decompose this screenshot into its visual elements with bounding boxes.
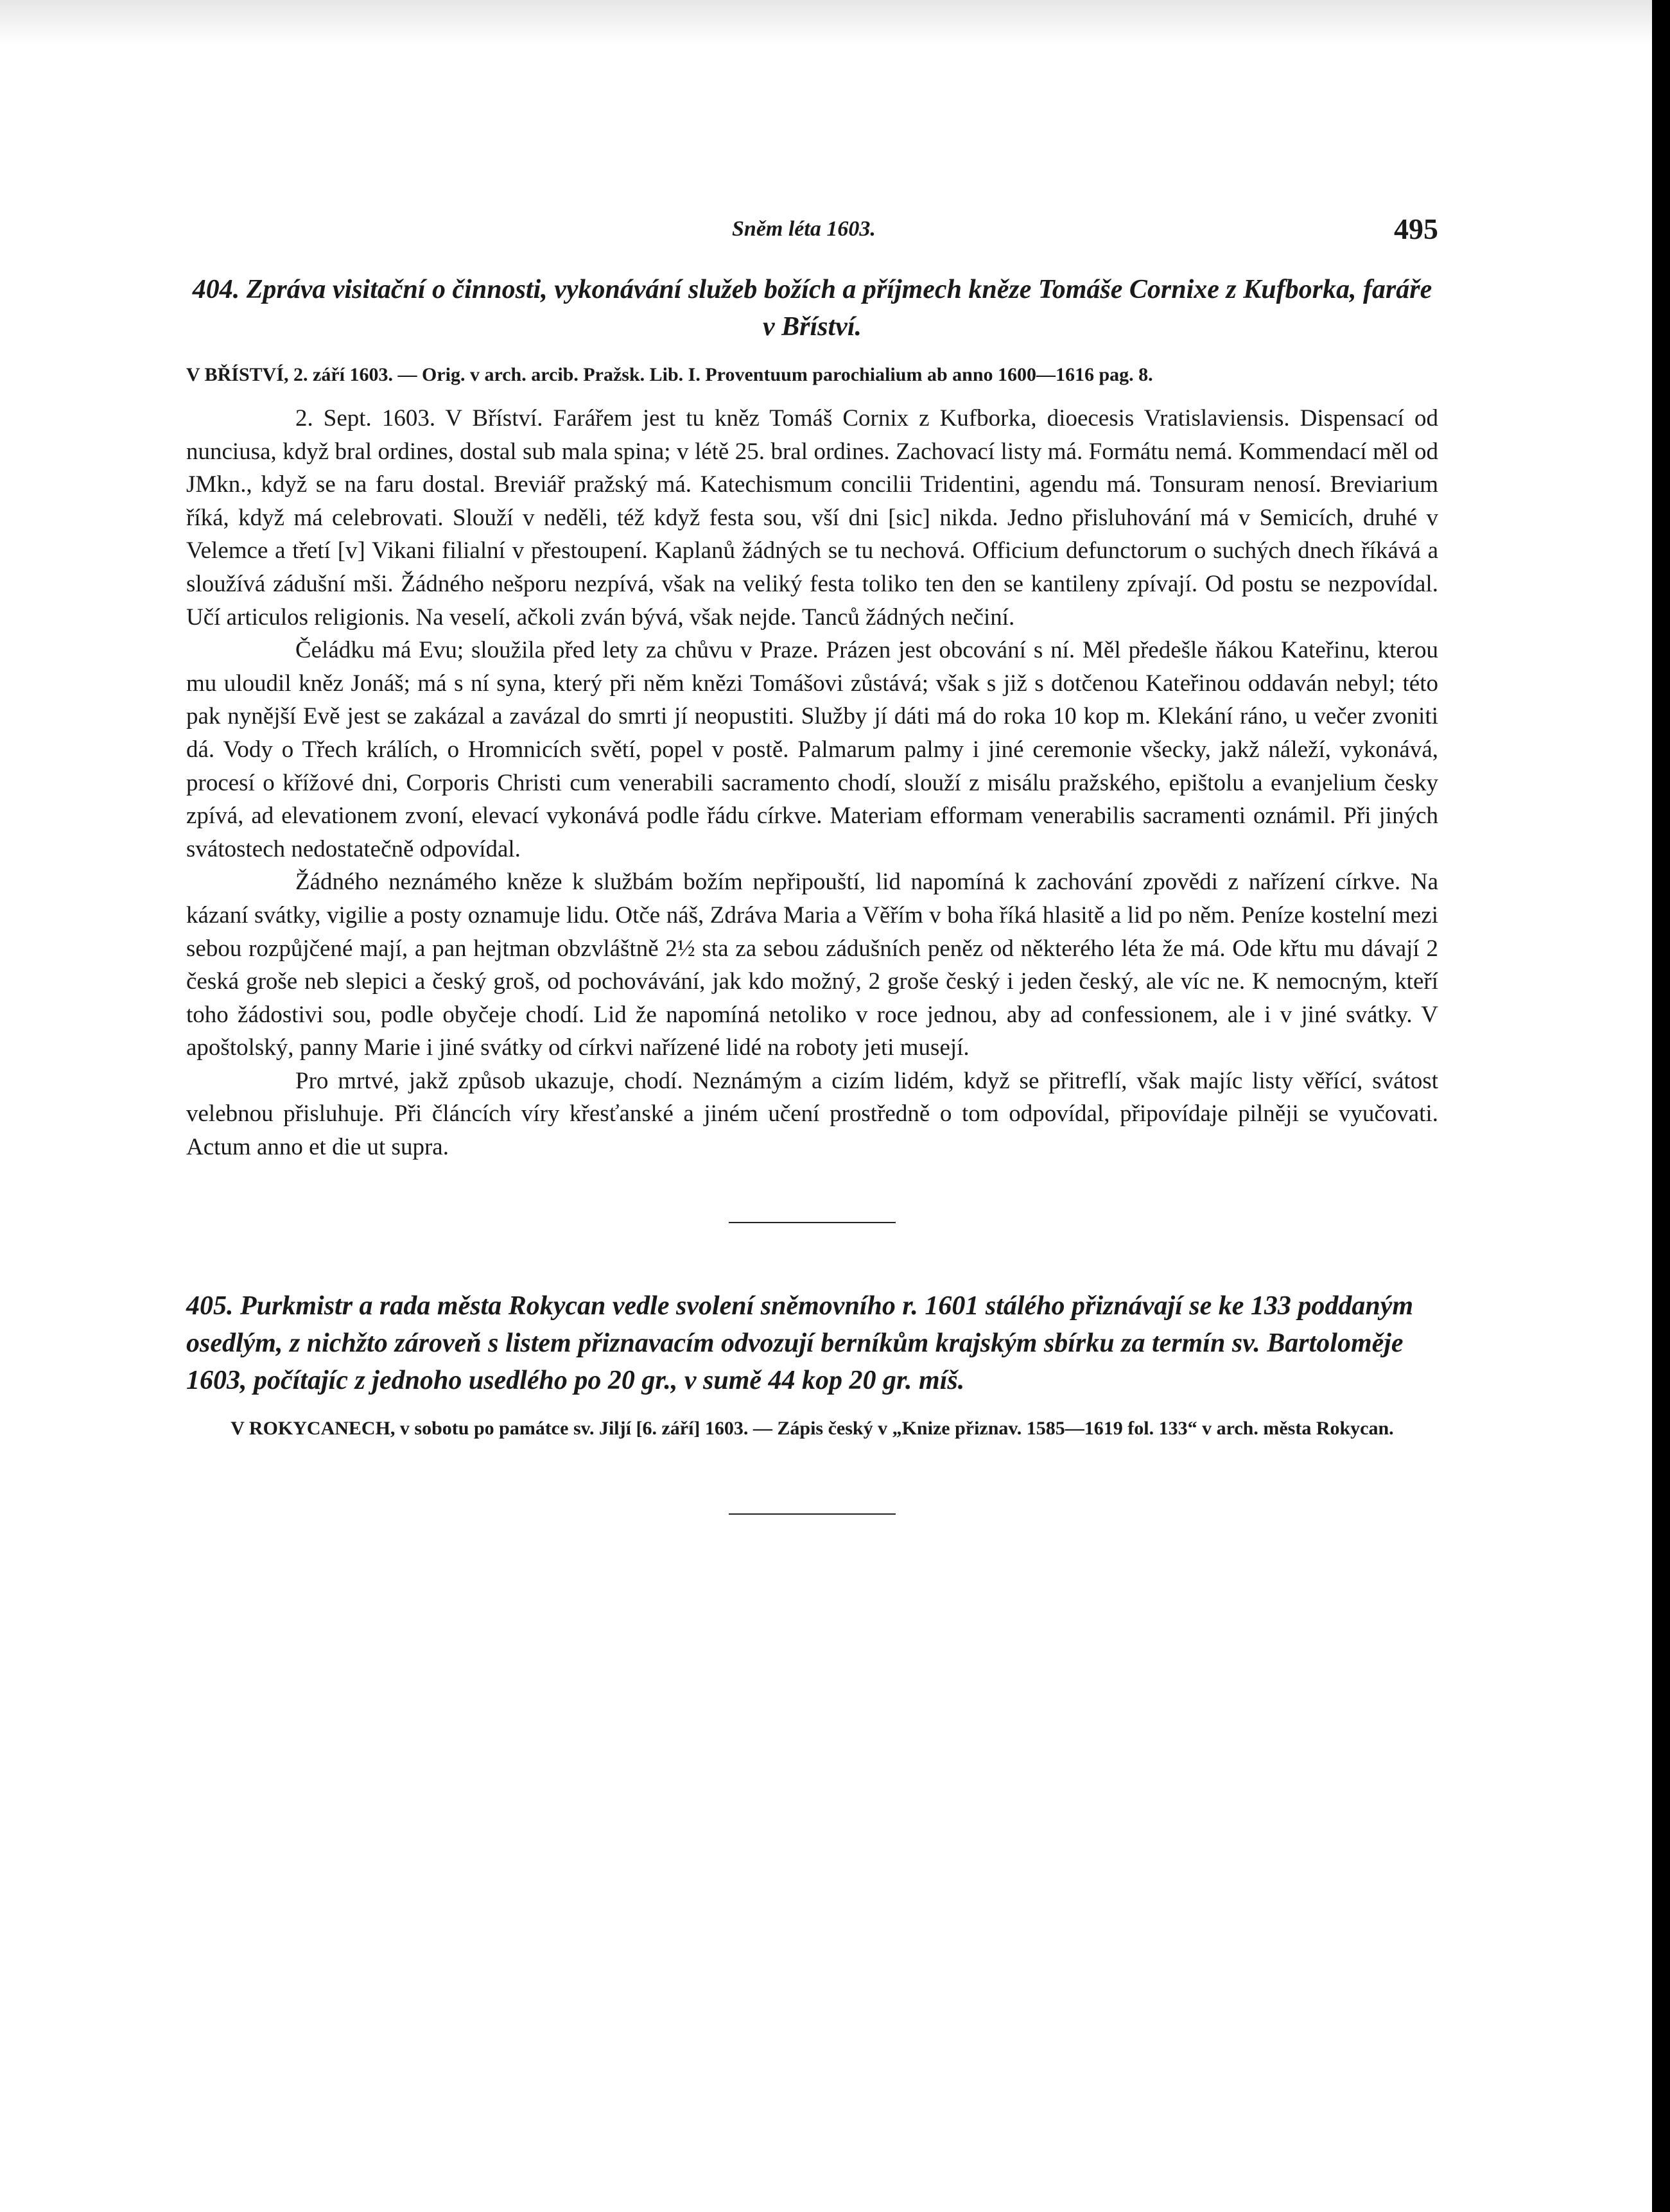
doc-405-heading [186, 1287, 1438, 1399]
doc-405-title: Purkmistr a rada města Rokycan vedle svolení sněmovního r. 1601 stálého přiznávají se ke 133 poddaným osedlým, z nichžto zároveň s listem přiznavacím odvozují berníkům krajským sbírku za termín sv. Bartoloměje 1603, počítajíc z jednoho usedlého po 20 gr., v sumě 44 kop 20 gr. míš. [186, 1291, 1414, 1395]
doc-404-paragraph-2: Čeládku má Evu; sloužila před lety za chůvu v Praze. Prázen jest obcování s ní. Měl předešle ňákou Kateřinu, kterou mu uloudil kněz Jonáš; má s ní syna, který při něm knězi Tomášovi zůstává; však s již s dotčenou Kateřinou oddaván nebyl; této pak nynější Evě jest se zakázal a zavázal do smrti jí neopustiti. Služby jí dáti má do roka 10 kop m. Klekání ráno, u večer zvoniti dá. Vody o Třech králích, o Hromnicích světí, popel v postě. Palmarum palmy i jiné ceremonie všecky, jakž náleží, vykonává, procesí o křížové dni, Corporis Christi cum venerabili sacramento chodí, slouží z misálu pražského, epištolu a evanjelium česky zpívá, ad elevationem zvoní, elevací vykonává podle řádu církve. Materiam efformam venerabilis sacramenti oznámil. Při jiných svátostech nedostatečně odpovídal. [186, 637, 1438, 862]
scan-right-edge [1652, 0, 1670, 2212]
running-title: Sněm léta 1603. [732, 217, 876, 241]
doc-404-paragraph-4: Pro mrtvé, jakž způsob ukazuje, chodí. Neznámým a cizím lidém, když se přitreflí, však majíc listy věřící, svátost velebnou přisluhuje. Při článcích víry křesťanské a jiném učení prostředně o tom odpovídal, připovídaje pilněji se vyučovati. Actum anno et die ut supra. [186, 1067, 1438, 1161]
page-number: 495 [1394, 213, 1438, 245]
doc-404-title: Zpráva visitační o činnosti, vykonávání služeb božích a příjmech kněze Tomáše Cornixe z Kufborka, faráře v Bříství. [246, 275, 1432, 342]
doc-404-body [186, 402, 1438, 1164]
running-head [186, 212, 1438, 257]
doc-404-number: 404. [192, 275, 240, 304]
page-content [186, 212, 1438, 1515]
doc-405-number: 405. [186, 1291, 234, 1321]
section-divider [729, 1222, 896, 1223]
doc-404-heading [186, 271, 1438, 345]
end-divider [729, 1513, 896, 1515]
doc-404-source: V BŘÍSTVÍ, 2. září 1603. — Orig. v arch. arcib. Pražsk. Lib. I. Proventuum parochialium ab anno 1600—1616 pag. 8. [186, 364, 1153, 385]
doc-404-paragraph-3: Žádného neznámého kněze k službám božím nepřipouští, lid napomíná k zachování zpovědi z nařízení církve. Na kázaní svátky, vigilie a posty oznamuje lidu. Otče náš, Zdráva Maria a Věřím v boha říká hlasitě a lid po něm. Peníze kostelní mezi sebou rozpůjčené mají, a pan hejtman obzvláštně 2½ sta za sebou zádušních peněz od některého léta že má. Ode křtu mu dávají 2 česká groše neb slepici a český groš, od pochovávání, jak kdo možný, 2 groše český i jeden český, ale víc ne. K nemocným, kteří toho žádostivi sou, podle obyčeje chodí. Lid že napomíná netoliko v roce jednou, aby ad confessionem, ale i v jiné svátky. V apoštolský, panny Marie i jiné svátky od církvi nařízené lidé na roboty jeti musejí. [186, 869, 1438, 1061]
doc-404-paragraph-1: 2. Sept. 1603. V Bříství. Farářem jest tu kněz Tomáš Cornix z Kufborka, dioecesis Vratislaviensis. Dispensací od nunciusa, když bral ordines, dostal sub mala spina; v létě 25. bral ordines. Zachovací listy má. Formátu nemá. Kommendací měl od JMkn., když se na faru dostal. Breviář pražský má. Katechismum concilii Tridentini, agendu má. Tonsuram nenosí. Breviarium říká, když má celebrovati. Slouží v neděli, též když festa sou, vší dni [sic] nikda. Jedno přisluhování má v Semicích, druhé v Velemce a třetí [v] Vikani filialní v přestoupení. Kaplanů žádných se tu nechová. Officium defunctorum o suchých dnech říkává a sloužívá zádušní mši. Žádného nešporu nezpívá, však na veliký festa toliko ten den se kantileny zpívají. Od postu se nezpovídal. Učí articulos religionis. Na veselí, ačkoli zván bývá, však nejde. Tanců žádných nečiní. [186, 405, 1438, 631]
doc-405-source: V ROKYCANECH, v sobotu po památce sv. Jiljí [6. září] 1603. — Zápis český v „Knize přiznav. 1585—1619 fol. 133“ v arch. města Rokycan. [230, 1417, 1394, 1439]
scan-top-shadow [0, 0, 1670, 45]
